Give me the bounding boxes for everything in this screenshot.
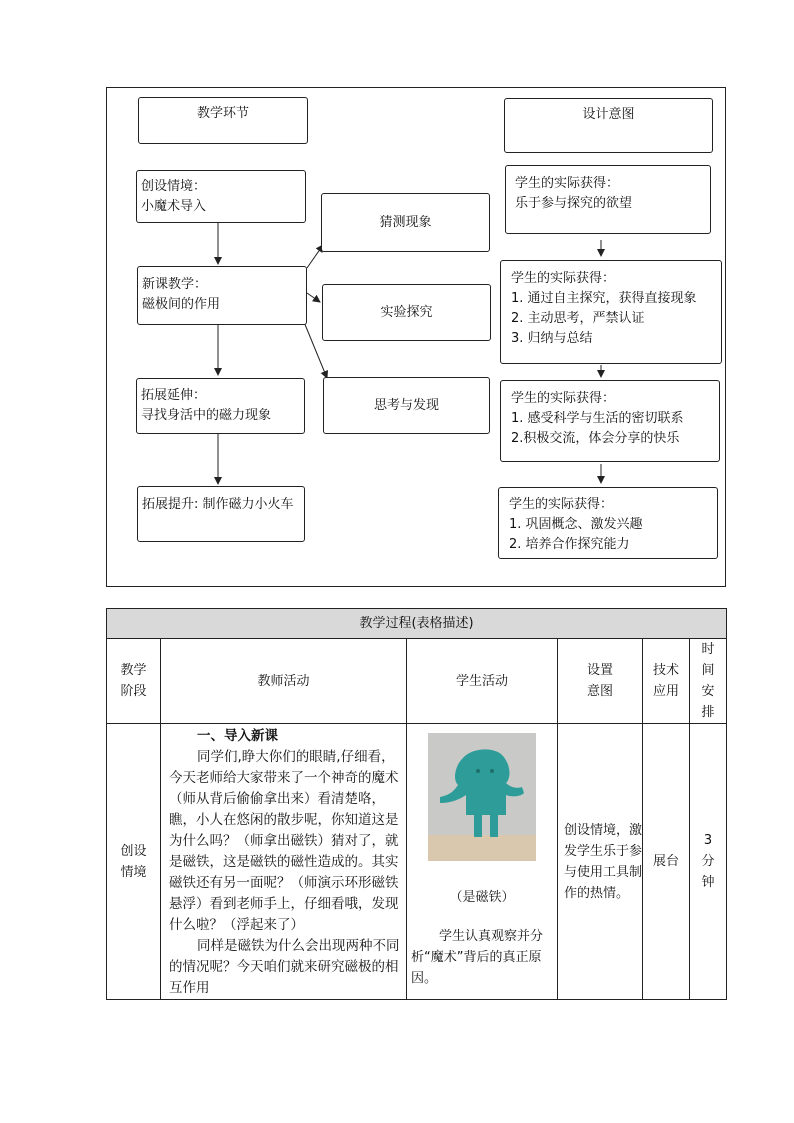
header-tech-l1: 技术	[652, 663, 679, 678]
time-l2: 分	[701, 854, 715, 869]
intent2-line1: 1. 通过自主探究，获得直接现象	[511, 291, 697, 306]
intent4-title: 学生的实际获得：	[509, 497, 614, 512]
intent4-line2: 2. 培养合作探究能力	[509, 537, 630, 552]
step4-text: 拓展提升: 制作磁力小火车	[142, 497, 294, 512]
intent1-line1: 乐于参与探究的欲望	[515, 196, 633, 211]
intent2-title: 学生的实际获得：	[511, 271, 616, 286]
header-stage-l2: 阶段	[120, 684, 147, 699]
intent1-title: 学生的实际获得：	[515, 176, 620, 191]
header-time-l2: 间	[701, 663, 715, 678]
intent4-line1: 1. 巩固概念、激发兴趣	[509, 517, 643, 532]
time-l3: 钟	[701, 875, 715, 890]
intent2-line3: 3. 归纳与总结	[511, 331, 593, 346]
header-time-l3: 安	[701, 684, 715, 699]
teacher-paragraph-2: 同样是磁铁为什么会出现两种不同的情况呢？今天咱们就来研究磁极的相互作用	[169, 938, 400, 996]
cell-time	[690, 724, 727, 1000]
mid2-text: 实验探究	[380, 304, 433, 320]
student-caption: （是磁铁）	[449, 890, 515, 905]
process-title: 教学过程(表格描述)	[107, 609, 727, 639]
step1-title: 创设情境：	[141, 179, 207, 194]
process-table	[106, 608, 727, 1000]
teacher-paragraph-1: 同学们,睁大你们的眼睛,仔细看，今天老师给大家带来了一个神奇的魔术（师从背后偷偷拿出来）看清楚咯，瞧，小人在悠闲的散步呢，你知道这是为什么吗？（师拿出磁铁）猜对了，就是磁铁，这是磁铁的磁性造成的。其实磁铁还有另一面呢？（师演示环形磁铁悬浮）看到老师手上，仔细看哦，发现什么啦？（浮起来了）	[169, 749, 399, 933]
mid1-text: 猜测现象	[379, 214, 432, 230]
intent3-line1: 1. 感受科学与生活的密切联系	[511, 411, 684, 426]
header-time-l4: 排	[701, 705, 715, 720]
stage-l2: 情境	[120, 864, 147, 880]
process-row-intro	[107, 724, 727, 1000]
cell-teacher-activity	[161, 724, 407, 1000]
intent2-line2: 2. 主动思考，严禁认证	[511, 311, 645, 326]
step3-title: 拓展延伸：	[141, 388, 207, 403]
step2-text: 磁极间的作用	[142, 297, 221, 312]
step2-title: 新课教学：	[142, 277, 208, 292]
cell-stage	[107, 724, 161, 1000]
time-l1: 3	[703, 833, 713, 848]
cell-student-activity	[407, 724, 558, 1000]
left-header-box	[138, 97, 308, 144]
arrow-to-mid2	[307, 293, 320, 302]
cell-intent: 创设情境，激发学生乐于参与使用工具制作的热情。	[558, 724, 643, 1000]
step2-box	[137, 266, 307, 325]
header-stage	[107, 639, 161, 724]
header-tech-l2: 应用	[652, 684, 679, 699]
intent4-box	[498, 487, 718, 559]
header-stage-l1: 教学	[120, 663, 147, 678]
header-intent	[558, 639, 643, 724]
left-header: 教学环节	[196, 106, 249, 121]
header-time-l1: 时	[701, 642, 715, 657]
step3-text: 寻找身活中的磁力现象	[141, 408, 272, 423]
step3-box	[136, 378, 305, 434]
header-intent-l1: 设置	[586, 663, 613, 678]
intent3-line2: 2.积极交流，体会分享的快乐	[511, 431, 680, 446]
header-time	[690, 639, 727, 724]
header-teacher: 教师活动	[161, 639, 407, 724]
mid2-box	[322, 284, 491, 341]
step1-box	[136, 170, 306, 223]
intent3-title: 学生的实际获得：	[511, 391, 616, 406]
student-description: 学生认真观察并分析“魔术”背后的真正原因。	[411, 929, 544, 986]
process-header-row	[107, 639, 727, 724]
step1-text: 小魔术导入	[141, 199, 207, 214]
header-student: 学生活动	[407, 639, 558, 724]
magnet-figure-photo	[428, 733, 536, 861]
right-header: 设计意图	[582, 107, 635, 122]
intent3-box	[500, 380, 720, 462]
teacher-heading: 一、导入新课	[197, 728, 278, 744]
header-intent-l2: 意图	[586, 684, 613, 699]
process-title-row	[107, 609, 727, 639]
step4-box	[137, 486, 305, 542]
right-header-box	[504, 98, 713, 153]
header-tech	[643, 639, 690, 724]
intent2-box	[500, 260, 722, 364]
mid1-box	[321, 193, 490, 252]
cell-tech: 展台	[643, 724, 690, 1000]
paper-figure-icon	[428, 733, 536, 861]
intent1-box	[505, 165, 711, 234]
mid3-box	[323, 377, 490, 434]
stage-l1: 创设	[120, 843, 147, 859]
mid3-text: 思考与发现	[373, 397, 439, 413]
